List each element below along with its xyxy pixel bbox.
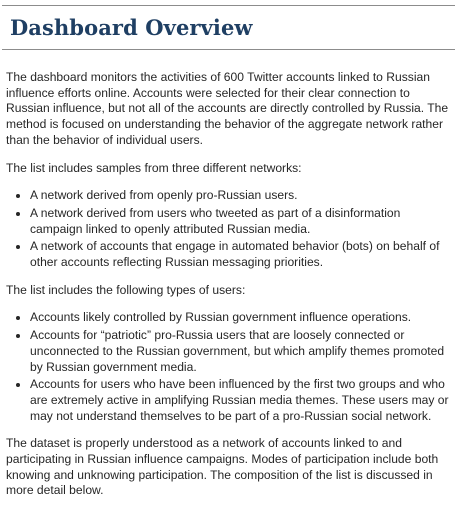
- header-top-divider: [2, 5, 455, 6]
- list-item: • Accounts likely controlled by Russian government influence operations.: [30, 310, 455, 326]
- closing-paragraph: The dataset is properly understood as a network of accounts linked to and participating in Russian influence campaigns. Modes of participation include both knowing and unknowing participation. The composition of the list is discussed in more detail below.: [6, 436, 439, 498]
- user-types-lead: The list includes the following types of users:: [6, 282, 246, 297]
- list-item: • Accounts for “patriotic” pro-Russia users that are loosely connected or unconnected to the Russian government, but which amplify themes promoted by Russian government media.: [30, 328, 455, 375]
- list-item: • A network derived from openly pro-Russian users.: [30, 188, 455, 204]
- user-types-list: [6, 310, 455, 424]
- header-bottom-divider: [2, 49, 455, 50]
- intro-paragraph: The dashboard monitors the activities of 600 Twitter accounts linked to Russian influence efforts online. Accounts were selected for their clear connection to Russian influence, but not all of the accounts are directly controlled by Russia. The method is focused on understanding the behavior of the aggregate network rather than the behavior of individual users.: [6, 70, 449, 147]
- page-title: Dashboard Overview: [10, 15, 253, 40]
- list-item: • A network of accounts that engage in automated behavior (bots) on behalf of other accounts reflecting Russian messaging priorities.: [30, 239, 455, 270]
- list-item: • A network derived from users who tweeted as part of a disinformation campaign linked to openly attributed Russian media.: [30, 206, 455, 237]
- overview-body: [6, 70, 455, 511]
- networks-lead: The list includes samples from three different networks:: [6, 160, 302, 175]
- list-item: • Accounts for users who have been influenced by the first two groups and who are extremely active in amplifying Russian media themes. These users may or may not understand themselves to be part of a pro-Russian social network.: [30, 377, 455, 424]
- networks-list: [6, 188, 455, 271]
